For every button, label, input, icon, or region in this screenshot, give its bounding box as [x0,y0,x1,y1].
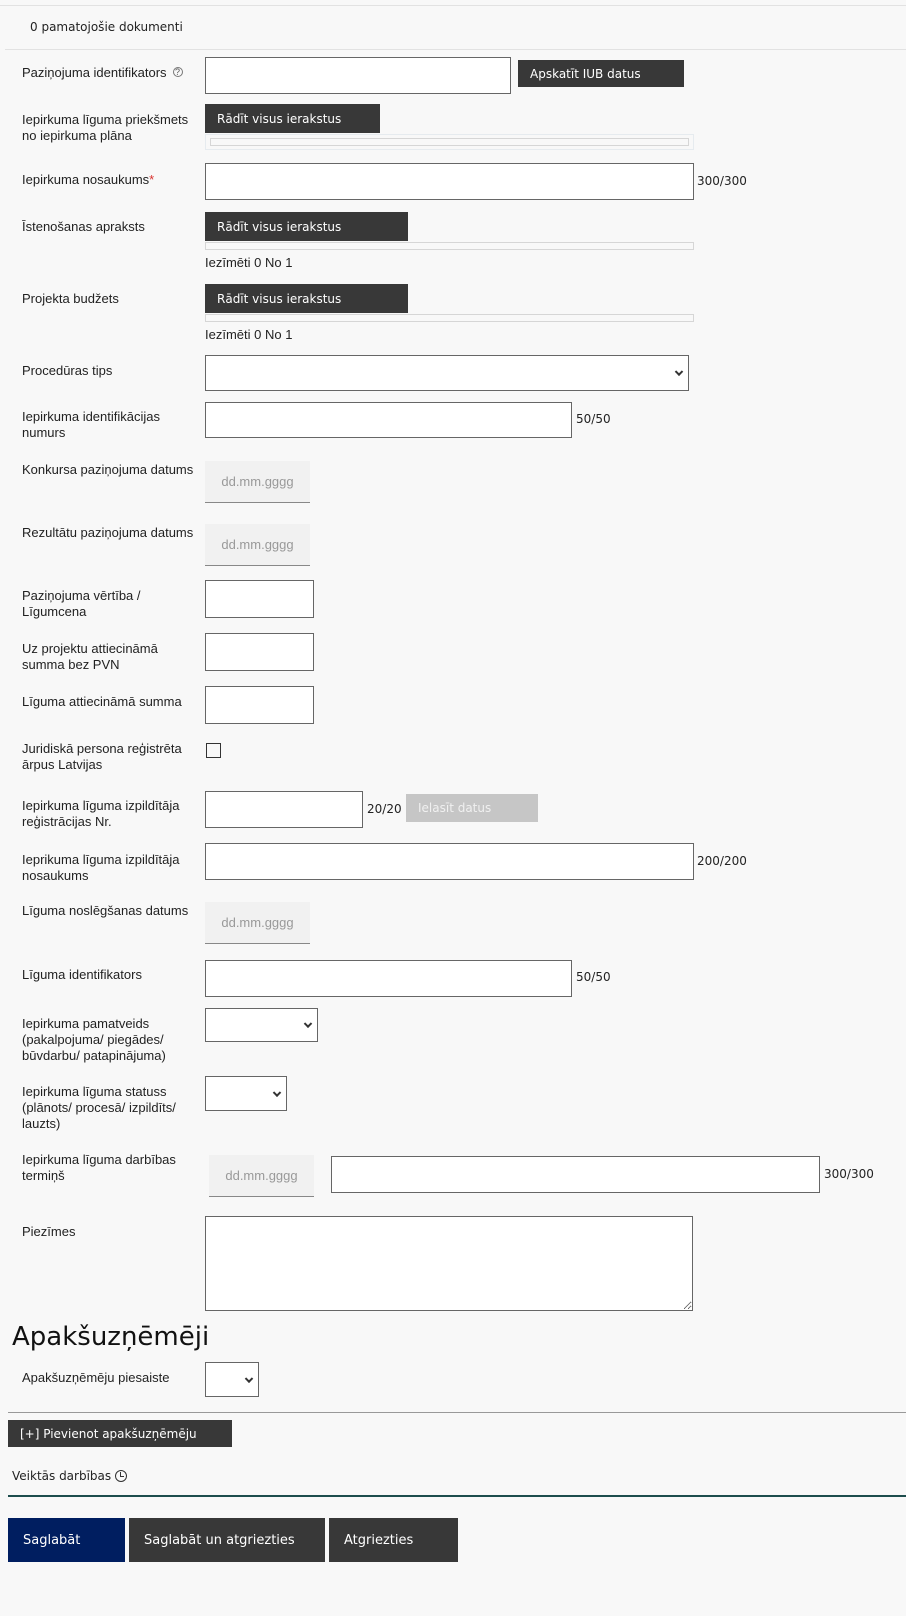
contractor-reg-input[interactable] [205,791,363,828]
section-divider [8,1412,906,1413]
help-icon[interactable]: ? [173,67,183,77]
contract-status-select[interactable] [205,1076,287,1111]
subject-show-all-button[interactable]: Rādīt visus ierakstus [205,104,380,133]
contract-id-label: Līguma identifikators [22,967,142,982]
notice-id-input[interactable] [205,57,511,94]
contract-date-label: Līguma noslēgšanas datums [22,903,189,918]
chevron-down-icon [273,1088,281,1096]
procurement-kind-label: Iepirkuma pamatveids (pakalpojuma/ piegādes/ būvdarbu/ patapinājuma) [22,1016,166,1063]
budget-list[interactable] [205,314,694,322]
notice-value-label: Paziņojuma vērtība / Līgumcena [22,588,141,619]
chevron-down-icon [245,1374,253,1382]
foreign-entity-checkbox[interactable] [206,743,221,758]
budget-marked-count: Iezīmēti 0 No 1 [205,327,293,342]
subcontractor-involvement-select[interactable] [205,1362,259,1397]
documents-divider [5,49,906,50]
subcontractor-involvement-label: Apakšuzņēmēju piesaiste [22,1370,170,1385]
history-toggle[interactable] [12,1469,127,1483]
notice-id-label-text: Paziņojuma identifikators [22,65,167,80]
contractor-name-counter: 200/200 [697,854,747,868]
chevron-down-icon [304,1020,312,1028]
procurement-id-counter: 50/50 [576,412,611,426]
project-sum-input[interactable] [205,633,314,671]
contract-term-counter: 300/300 [824,1167,874,1181]
contest-date-input[interactable]: dd.mm.gggg [205,461,310,503]
subject-list[interactable] [210,138,689,146]
history-label: Veiktās darbības [12,1469,112,1483]
add-subcontractor-button[interactable]: [+] Pievienot apakšuzņēmēju [8,1420,232,1447]
budget-show-all-button[interactable]: Rādīt visus ierakstus [205,284,408,313]
clock-icon [115,1470,127,1482]
required-mark: * [149,172,155,187]
read-data-button[interactable]: Ielasīt datus [406,794,538,822]
procurement-id-label: Iepirkuma identifikācijas numurs [22,409,161,440]
contract-date-input[interactable]: dd.mm.gggg [205,902,310,944]
top-divider [0,5,906,6]
implementation-list[interactable] [205,242,694,250]
result-date-input[interactable]: dd.mm.gggg [205,524,310,566]
contract-term-text-input[interactable] [331,1156,820,1193]
foreign-entity-label: Juridiskā persona reģistrēta ārpus Latvijas [22,741,182,772]
procurement-name-counter: 300/300 [697,174,747,188]
save-and-return-button[interactable]: Saglabāt un atgriezties [129,1518,325,1562]
contract-term-label: Iepirkuma līguma darbības termiņš [22,1152,176,1183]
implementation-marked-count: Iezīmēti 0 No 1 [205,255,293,270]
notice-value-input[interactable] [205,580,314,618]
subcontractors-heading: Apakšuzņēmēji [12,1322,210,1352]
contract-id-input[interactable] [205,960,572,997]
budget-label: Projekta budžets [22,291,119,306]
contractor-name-input[interactable] [205,843,694,880]
contest-date-label: Konkursa paziņojuma datums [22,462,194,477]
project-sum-label: Uz projektu attiecināmā summa bez PVN [22,641,158,672]
procurement-kind-select[interactable] [205,1008,318,1042]
result-date-label: Rezultātu paziņojuma datums [22,525,194,540]
contract-status-label: Iepirkuma līguma statuss (plānots/ procesā/ izpildīts/ lauzts) [22,1084,176,1131]
history-divider [8,1495,906,1497]
notes-label: Piezīmes [22,1224,76,1239]
procurement-name-label [22,172,197,188]
procurement-name-label-text: Iepirkuma nosaukums [22,172,150,187]
contract-sum-input[interactable] [205,686,314,724]
contract-sum-label: Līguma attiecināmā summa [22,694,182,709]
notes-textarea[interactable] [205,1216,693,1311]
contract-id-counter: 50/50 [576,970,611,984]
contract-term-date-input[interactable]: dd.mm.gggg [209,1155,314,1197]
subject-label: Iepirkuma līguma priekšmets no iepirkuma plāna [22,112,189,143]
view-iub-data-button[interactable]: Apskatīt IUB datus [518,60,684,87]
contractor-reg-counter: 20/20 [367,802,402,816]
contractor-reg-label: Iepirkuma līguma izpildītāja reģistrācijas Nr. [22,798,180,829]
procurement-name-input[interactable] [205,163,694,200]
procurement-id-input[interactable] [205,402,572,438]
implementation-label: Īstenošanas apraksts [22,219,145,234]
procedure-type-label: Procedūras tips [22,363,113,378]
notice-id-label [22,65,197,81]
implementation-show-all-button[interactable]: Rādīt visus ierakstus [205,212,408,241]
chevron-down-icon [675,368,683,376]
save-button[interactable]: Saglabāt [8,1518,125,1562]
supporting-documents-toggle[interactable]: 0 pamatojošie dokumenti [30,20,183,34]
return-button[interactable]: Atgriezties [329,1518,458,1562]
contractor-name-label: Ieprikuma līguma izpildītāja nosaukums [22,852,180,883]
procedure-type-select[interactable] [205,355,689,391]
